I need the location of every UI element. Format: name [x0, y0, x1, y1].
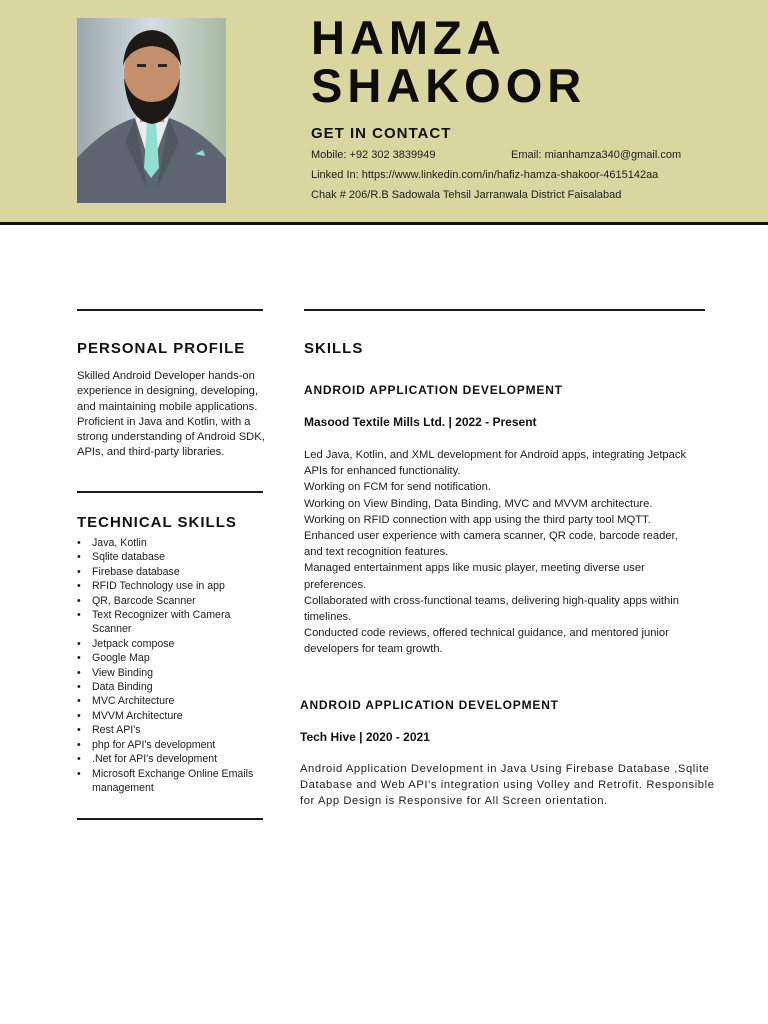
job-1-line: developers for team growth.	[304, 643, 443, 656]
job-1-title: ANDROID APPLICATION DEVELOPMENT	[304, 383, 563, 397]
bullet-icon: •	[77, 551, 81, 564]
job-1-line: Managed entertainment apps like music player, meeting diverse user	[304, 562, 645, 575]
job-1-line: Working on FCM for send notification.	[304, 481, 491, 494]
left-top-rule	[77, 309, 263, 311]
skill-item	[77, 550, 267, 564]
skill-label: QR, Barcode Scanner	[92, 594, 196, 607]
name-first: HAMZA	[311, 11, 506, 64]
left-middle-rule	[77, 491, 263, 493]
header-divider	[0, 222, 768, 225]
technical-skills-heading: TECHNICAL SKILLS	[77, 514, 237, 531]
contact-mobile: Mobile: +92 302 3839949	[311, 149, 436, 161]
job-1-line: Enhanced user experience with camera scanner, QR code, barcode reader,	[304, 530, 678, 543]
skill-label: Jetpack compose	[92, 637, 175, 650]
left-bottom-rule	[77, 818, 263, 820]
skill-label: Data Binding	[92, 681, 153, 694]
bullet-icon: •	[77, 580, 81, 593]
skill-label: .Net for API's development	[92, 753, 218, 766]
skill-item	[77, 709, 267, 723]
contact-heading: GET IN CONTACT	[311, 125, 452, 142]
skill-label: php for API's development	[92, 738, 216, 751]
job-1-line: and text recognition features.	[304, 546, 449, 559]
job-1-line: Collaborated with cross-functional teams, delivering high-quality apps within	[304, 594, 679, 607]
skill-label: View Binding	[92, 666, 154, 679]
candidate-name	[311, 11, 587, 112]
job-2-company: Tech Hive | 2020 - 2021	[300, 730, 430, 744]
job-1-line: APIs for enhanced functionality.	[304, 465, 461, 478]
skill-label: MVVM Architecture	[92, 709, 183, 722]
skill-label: Google Map	[92, 652, 150, 665]
skill-item	[77, 723, 267, 737]
bullet-icon: •	[77, 738, 81, 751]
job-2-description: Android Application Development in Java Using Firebase Database ,Sqlite Database and Web API's integration using Volley and Retrofit. Responsible for App Design is Responsive for All Screen orientation.	[300, 763, 715, 807]
bullet-icon: •	[77, 767, 81, 780]
skill-label: Rest API's	[92, 724, 141, 737]
bullet-icon: •	[77, 753, 81, 766]
bullet-icon: •	[77, 537, 81, 549]
skill-item	[77, 752, 267, 766]
skill-label: Text Recognizer with Camera Scanner	[92, 609, 231, 636]
job-2-title: ANDROID APPLICATION DEVELOPMENT	[300, 698, 559, 712]
skill-item	[77, 666, 267, 680]
bullet-icon: •	[77, 724, 81, 737]
skill-label: MVC Architecture	[92, 695, 175, 708]
job-1-line: Working on RFID connection with app using the third party tool MQTT.	[304, 513, 651, 526]
skill-item	[77, 536, 267, 550]
skill-label: Java, Kotlin	[92, 537, 147, 549]
name-last: SHAKOOR	[311, 59, 587, 112]
contact-linkedin[interactable]: Linked In: https://www.linkedin.com/in/hafiz-hamza-shakoor-4615142aa	[311, 169, 659, 181]
skill-item	[77, 565, 267, 579]
bullet-icon: •	[77, 709, 81, 722]
skill-label: Sqlite database	[92, 551, 166, 564]
bullet-icon: •	[77, 681, 81, 694]
skill-item	[77, 767, 267, 796]
bullet-icon: •	[77, 666, 81, 679]
skill-item	[77, 694, 267, 708]
job-1-line: preferences.	[304, 578, 367, 591]
skills-heading: SKILLS	[304, 340, 364, 357]
bullet-icon: •	[77, 609, 81, 622]
skill-item	[77, 738, 267, 752]
contact-address: Chak # 206/R.B Sadowala Tehsil Jarranwala District Faisalabad	[311, 189, 622, 201]
personal-profile-text: Skilled Android Developer hands-on experience in designing, developing, and maintaining mobile applications. Proficient in Java and Kotlin, with a strong understanding of Android SDK, APIs, and third-party libraries.	[77, 370, 265, 459]
skill-item	[77, 594, 267, 608]
job-1-line: Conducted code reviews, offered technical guidance, and mentored junior	[304, 627, 669, 640]
job-1-line: Working on View Binding, Data Binding, MVC and MVVM architecture.	[304, 497, 653, 510]
job-1-line: Led Java, Kotlin, and XML development for Android apps, integrating Jetpack	[304, 449, 687, 461]
bullet-icon: •	[77, 565, 81, 578]
job-1-line: timelines.	[304, 611, 352, 624]
bullet-icon: •	[77, 637, 81, 650]
skill-item	[77, 579, 267, 593]
technical-skills-list	[77, 536, 267, 795]
personal-profile-heading: PERSONAL PROFILE	[77, 340, 246, 357]
skill-label: RFID Technology use in app	[92, 580, 225, 593]
job-1-description	[304, 447, 686, 658]
skill-item	[77, 680, 267, 694]
skill-item	[77, 651, 267, 665]
right-top-rule	[304, 309, 705, 311]
profile-photo	[77, 18, 226, 203]
skill-label: Firebase database	[92, 565, 180, 578]
bullet-icon: •	[77, 652, 81, 665]
skill-item	[77, 608, 267, 637]
skill-label: Microsoft Exchange Online Emails management	[92, 767, 254, 794]
contact-email[interactable]: Email: mianhamza340@gmail.com	[511, 149, 682, 161]
skill-item	[77, 637, 267, 651]
bullet-icon: •	[77, 695, 81, 708]
bullet-icon: •	[77, 594, 81, 607]
job-1-company: Masood Textile Mills Ltd. | 2022 - Present	[304, 415, 537, 429]
